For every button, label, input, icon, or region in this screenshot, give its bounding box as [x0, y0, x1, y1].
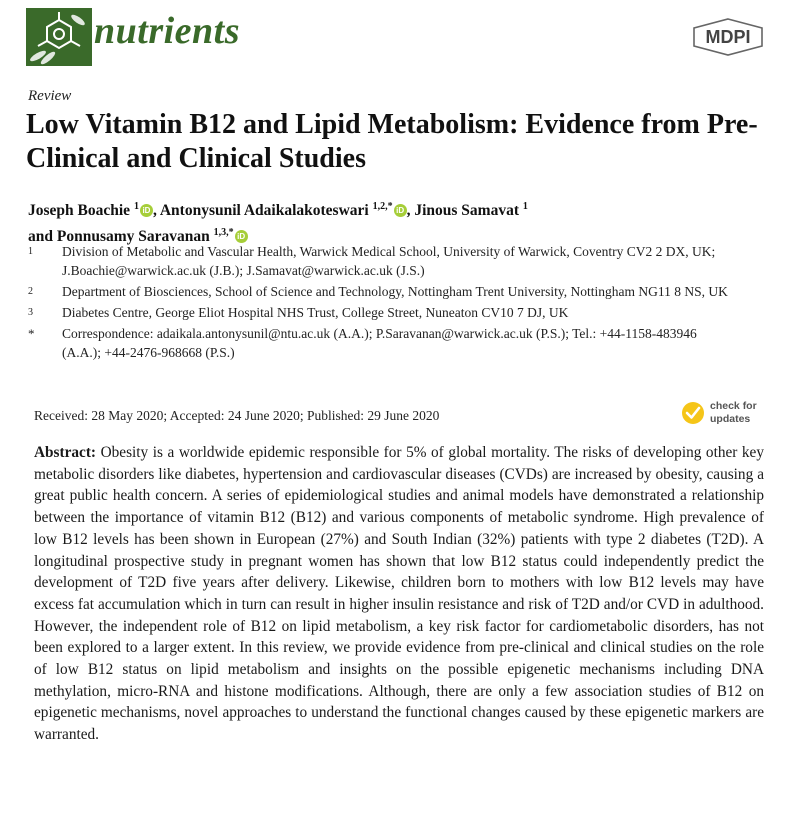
affiliation-mark: 3: [28, 307, 33, 318]
mdpi-logo-icon: [692, 18, 764, 56]
abstract-text: Obesity is a worldwide epidemic responsible for 5% of global mortality. The risks of developing other key metabolic disorders like diabetes, hypertension and cardiovascular diseases (CVDs) are increased by obesity, causing a great public health concern. A series of epidemiological studies and animal models have demonstrated a relationship between the importance of vitamin B12 (B12) and various components of metabolic syndrome. High prevalence of low B12 levels has been shown in European (27%) and South Indian (32%) patients with type 2 diabetes (T2D). A longitudinal prospective study in pregnant women has shown that low B12 status could independently predict the development of T2D five years after delivery. Likewise, children born to mothers with low B12 levels may have excess fat accumulation which in turn can result in higher insulin resistance and risk of T2D and/or CVD in adulthood. However, the independent role of B12 on lipid metabolism, a key risk factor for cardiometabolic disorders, has not been explored to a larger extent. In this review, we provide evidence from pre-clinical and clinical studies on the role of low B12 status on lipid metabolism and insights on the possible epigenetic mechanisms including DNA methylation, micro-RNA and histone modifications. Although, there are only a few association studies of B12 on epigenetic mechanisms, novel approaches to understand the functional changes caused by these epigenetic markers are warranted.: [34, 444, 764, 744]
author-name[interactable]: Ponnusamy Saravanan: [56, 228, 210, 246]
correspondence-text: Correspondence: adaikala.antonysunil@ntu.ac.uk (A.A.); P.Saravanan@warwick.ac.uk (P.S.); Tel.: +44-1158-483946 (A.A.); +44-2476-968668 (P.S.): [62, 326, 697, 360]
publication-dates: Received: 28 May 2020; Accepted: 24 June 2020; Published: 29 June 2020: [34, 408, 440, 423]
affiliation-text: Division of Metabolic and Vascular Health, Warwick Medical School, University of Warwick, Coventry CV2 2 DX, UK; J.Boachie@warwick.ac.uk (J.B.); J.Samavat@warwick.ac.uk (J.S.): [62, 244, 716, 278]
abstract-label: Abstract:: [34, 444, 97, 461]
affiliation-mark: *: [28, 326, 35, 341]
author-separator: ,: [406, 202, 415, 220]
author-and: and: [28, 228, 57, 246]
author-affil-mark: 1: [133, 201, 139, 212]
affiliation-item: [28, 303, 728, 322]
orcid-icon[interactable]: iD: [394, 204, 407, 217]
affiliation-text: Department of Biosciences, School of Science and Technology, Nottingham Trent University, Nottingham NG11 8 NS, UK: [62, 284, 728, 299]
author-name[interactable]: Joseph Boachie: [28, 202, 131, 220]
affiliation-item: [28, 282, 728, 301]
author-affil-mark: 1,3,*: [213, 227, 234, 239]
check-icon: [682, 402, 704, 424]
publisher-name: MDPI: [705, 27, 751, 47]
article-type: Review: [28, 88, 72, 104]
orcid-icon[interactable]: iD: [140, 204, 153, 217]
author-list: [28, 196, 768, 248]
check-updates-line1: check for: [710, 400, 757, 412]
author-separator: ,: [152, 202, 160, 220]
affiliation-list: [28, 242, 728, 364]
affiliation-mark: 2: [28, 286, 33, 297]
author-affil-mark: 1: [522, 201, 528, 212]
article-title: Low Vitamin B12 and Lipid Metabolism: Evidence from Pre-Clinical and Clinical Studies: [26, 109, 758, 174]
affiliation-item: [28, 242, 728, 280]
author-name[interactable]: Jinous Samavat: [414, 202, 519, 220]
check-for-updates-badge[interactable]: [680, 396, 770, 428]
abstract: [34, 442, 764, 746]
affiliation-mark: 1: [28, 246, 33, 257]
check-updates-line2: updates: [710, 413, 751, 425]
journal-name: nutrients: [94, 10, 241, 52]
author-affil-mark: 1,2,*: [372, 201, 393, 212]
affiliation-item: [28, 324, 728, 362]
author-name[interactable]: Antonysunil Adaikalakoteswari: [159, 202, 369, 220]
orcid-icon[interactable]: iD: [235, 230, 248, 243]
affiliation-text: Diabetes Centre, George Eliot Hospital NHS Trust, College Street, Nuneaton CV10 7 DJ, UK: [62, 305, 569, 320]
nutrients-logo-icon: [26, 8, 92, 66]
